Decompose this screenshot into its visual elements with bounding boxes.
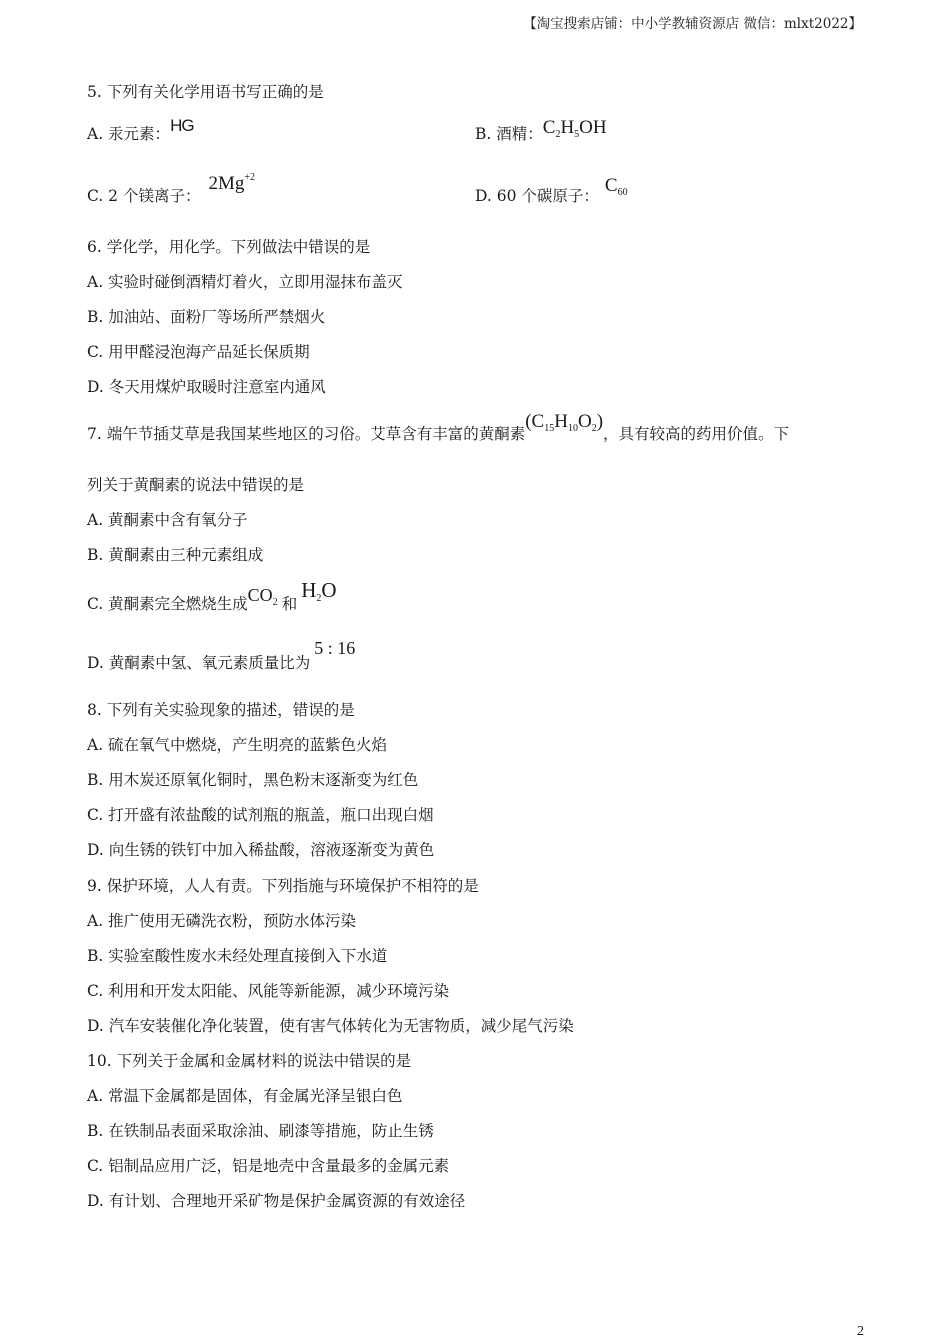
q9-option-b: B. 实验室酸性废水未经处理直接倒入下水道 <box>87 947 388 965</box>
q7-c-h-sub: 2 <box>316 593 322 604</box>
q10-option-a: A. 常温下金属都是固体，有金属光泽呈银白色 <box>87 1087 403 1105</box>
q8-option-b: B. 用木炭还原氧化铜时，黑色粉末逐渐变为红色 <box>87 771 419 789</box>
q5-option-a-formula: HG <box>170 116 194 135</box>
q7-stem-line2: 列关于黄酮素的说法中错误的是 <box>87 476 305 494</box>
q7-stem-line1 <box>87 411 790 443</box>
q10-option-d: D. 有计划、合理地开采矿物是保护金属资源的有效途径 <box>87 1192 466 1210</box>
q5-b-oh: OH <box>579 117 607 138</box>
q8-option-c: C. 打开盛有浓盐酸的试剂瓶的瓶盖，瓶口出现白烟 <box>87 806 434 824</box>
q7-f-open: ( <box>525 411 532 432</box>
q5-b-c-sub: 2 <box>555 129 561 140</box>
q6-option-b: B. 加油站、面粉厂等场所严禁烟火 <box>87 308 326 326</box>
q5-option-a <box>87 116 194 144</box>
q9-option-c: C. 利用和开发太阳能、风能等新能源，减少环境污染 <box>87 982 450 1000</box>
q5-b-h: H <box>560 117 575 138</box>
q7-c-o: O <box>321 578 337 602</box>
q5-b-c: C <box>542 117 556 138</box>
q7-c-h: H <box>301 578 317 602</box>
q5-option-c-sup: +2 <box>244 172 255 183</box>
q7-f-close: ) <box>596 411 604 432</box>
q10-option-c: C. 铝制品应用广泛，铝是地壳中含量最多的金属元素 <box>87 1157 450 1175</box>
q5-option-c <box>87 172 255 205</box>
q5-option-a-label: A. 汞元素： <box>87 125 171 143</box>
q5-option-c-label: C. 2 个镁离子： <box>87 187 201 205</box>
q5-b-h-sub: 5 <box>574 129 580 140</box>
q7-f-o-sub: 2 <box>591 423 597 434</box>
q7-stem-a: 7. 端午节插艾草是我国某些地区的习俗。艾草含有丰富的黄酮素 <box>87 425 526 443</box>
q7-option-b: B. 黄酮素由三种元素组成 <box>87 546 264 564</box>
q7-option-a: A. 黄酮素中含有氧分子 <box>87 511 248 529</box>
q10-stem: 10. 下列关于金属和金属材料的说法中错误的是 <box>87 1052 412 1070</box>
page-header: 【淘宝搜索店铺：中小学教辅资源店 微信：mlxt2022】 <box>523 16 862 32</box>
q7-f-c-sub: 15 <box>544 423 555 434</box>
q6-option-a: A. 实验时碰倒酒精灯着火，立即用湿抹布盖灭 <box>87 273 403 291</box>
q7-f-c: C <box>531 411 545 432</box>
q10-option-b: B. 在铁制品表面采取涂油、刷漆等措施，防止生锈 <box>87 1122 434 1140</box>
q7-c-co: CO <box>247 585 273 605</box>
q5-option-b-label: B. 酒精： <box>475 125 543 143</box>
q6-stem: 6. 学化学，用化学。下列做法中错误的是 <box>87 238 371 256</box>
q8-option-a: A. 硫在氧气中燃烧，产生明亮的蓝紫色火焰 <box>87 736 388 754</box>
q5-d-sub: 60 <box>617 187 628 198</box>
q7-option-c <box>87 578 337 613</box>
q5-option-d <box>475 175 628 205</box>
q5-option-d-label: D. 60 个碳原子： <box>475 187 599 205</box>
q9-option-a: A. 推广使用无磷洗衣粉，预防水体污染 <box>87 912 357 930</box>
q5-option-c-formula: 2Mg <box>208 173 245 194</box>
q9-stem: 9. 保护环境，人人有责。下列指施与环境保护不相符的是 <box>87 877 479 895</box>
q7-formula <box>525 411 603 432</box>
q7-d-ratio: 5 : 16 <box>314 638 356 658</box>
q6-option-c: C. 用甲醛浸泡海产品延长保质期 <box>87 343 310 361</box>
q7-f-h-sub: 10 <box>567 423 578 434</box>
q7-c-label: C. 黄酮素完全燃烧生成 <box>87 595 248 613</box>
q7-f-h: H <box>554 411 568 432</box>
q8-stem: 8. 下列有关实验现象的描述，错误的是 <box>87 701 355 719</box>
q9-option-d: D. 汽车安装催化净化装置，使有害气体转化为无害物质，减少尾气污染 <box>87 1017 574 1035</box>
q7-stem-b: ，具有较高的药用价值。下 <box>603 425 790 443</box>
q6-option-d: D. 冬天用煤炉取暖时注意室内通风 <box>87 378 326 396</box>
q5-stem: 5. 下列有关化学用语书写正确的是 <box>87 83 324 101</box>
q7-c-co-sub: 2 <box>272 597 278 608</box>
q7-option-d <box>87 638 356 672</box>
page-number: 2 <box>857 1324 864 1339</box>
q7-c-and: 和 <box>281 595 298 613</box>
q5-d-c: C <box>604 175 618 196</box>
q8-option-d: D. 向生锈的铁钉中加入稀盐酸，溶液逐渐变为黄色 <box>87 841 435 859</box>
q7-d-label: D. 黄酮素中氢、氧元素质量比为 <box>87 654 311 672</box>
q5-option-b <box>475 116 607 143</box>
q7-f-o: O <box>577 411 592 432</box>
